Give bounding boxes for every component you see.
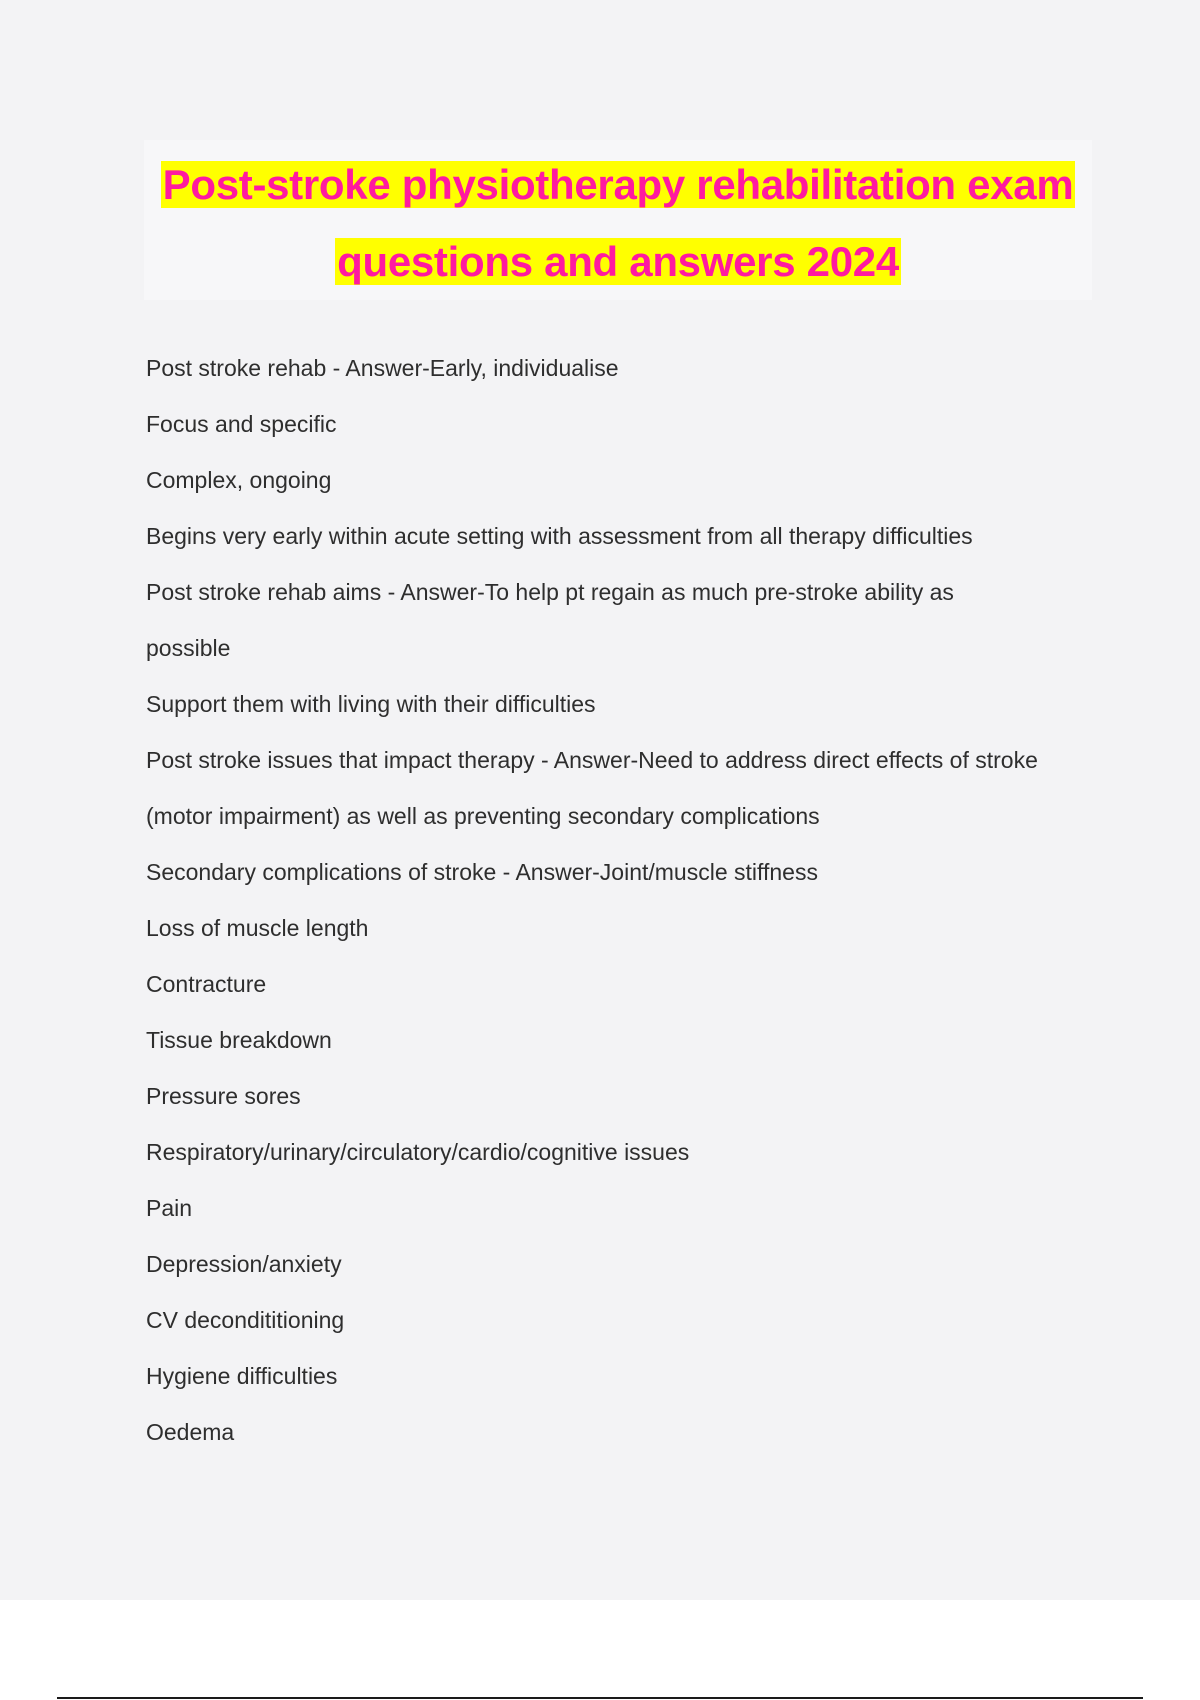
text-line: Post stroke rehab aims - Answer-To help pt regain as much pre-stroke ability as [146, 579, 954, 605]
text-line: Hygiene difficulties [146, 1363, 338, 1389]
text-line: possible [146, 635, 231, 661]
title-line-1: Post-stroke physiotherapy rehabilitation exam [162, 161, 1074, 208]
text-line: Secondary complications of stroke - Answer-Joint/muscle stiffness [146, 859, 818, 885]
text-line: Post stroke issues that impact therapy - Answer-Need to address direct effects of stroke [146, 747, 1038, 773]
text-line: Oedema [146, 1419, 235, 1445]
document-title [144, 146, 1092, 300]
text-line: (motor impairment) as well as preventing secondary complications [146, 803, 820, 829]
text-line: Depression/anxiety [146, 1251, 342, 1277]
text-line: Tissue breakdown [146, 1027, 332, 1053]
text-line: CV decondititioning [146, 1307, 345, 1333]
title-line-2: questions and answers 2024 [337, 238, 899, 285]
qa-content [146, 340, 1106, 1460]
text-line: Begins very early within acute setting with assessment from all therapy difficulties [146, 523, 973, 549]
text-line: Loss of muscle length [146, 915, 369, 941]
text-line: Contracture [146, 971, 267, 997]
footer-divider [57, 1697, 1143, 1699]
text-line: Post stroke rehab - Answer-Early, individualise [146, 355, 619, 381]
text-line: Complex, ongoing [146, 467, 332, 493]
text-line: Respiratory/urinary/circulatory/cardio/cognitive issues [146, 1139, 690, 1165]
text-line: Support them with living with their difficulties [146, 691, 596, 717]
title-block [144, 140, 1092, 300]
text-line: Pain [146, 1195, 193, 1221]
text-line: Pressure sores [146, 1083, 301, 1109]
text-line: Focus and specific [146, 411, 337, 437]
